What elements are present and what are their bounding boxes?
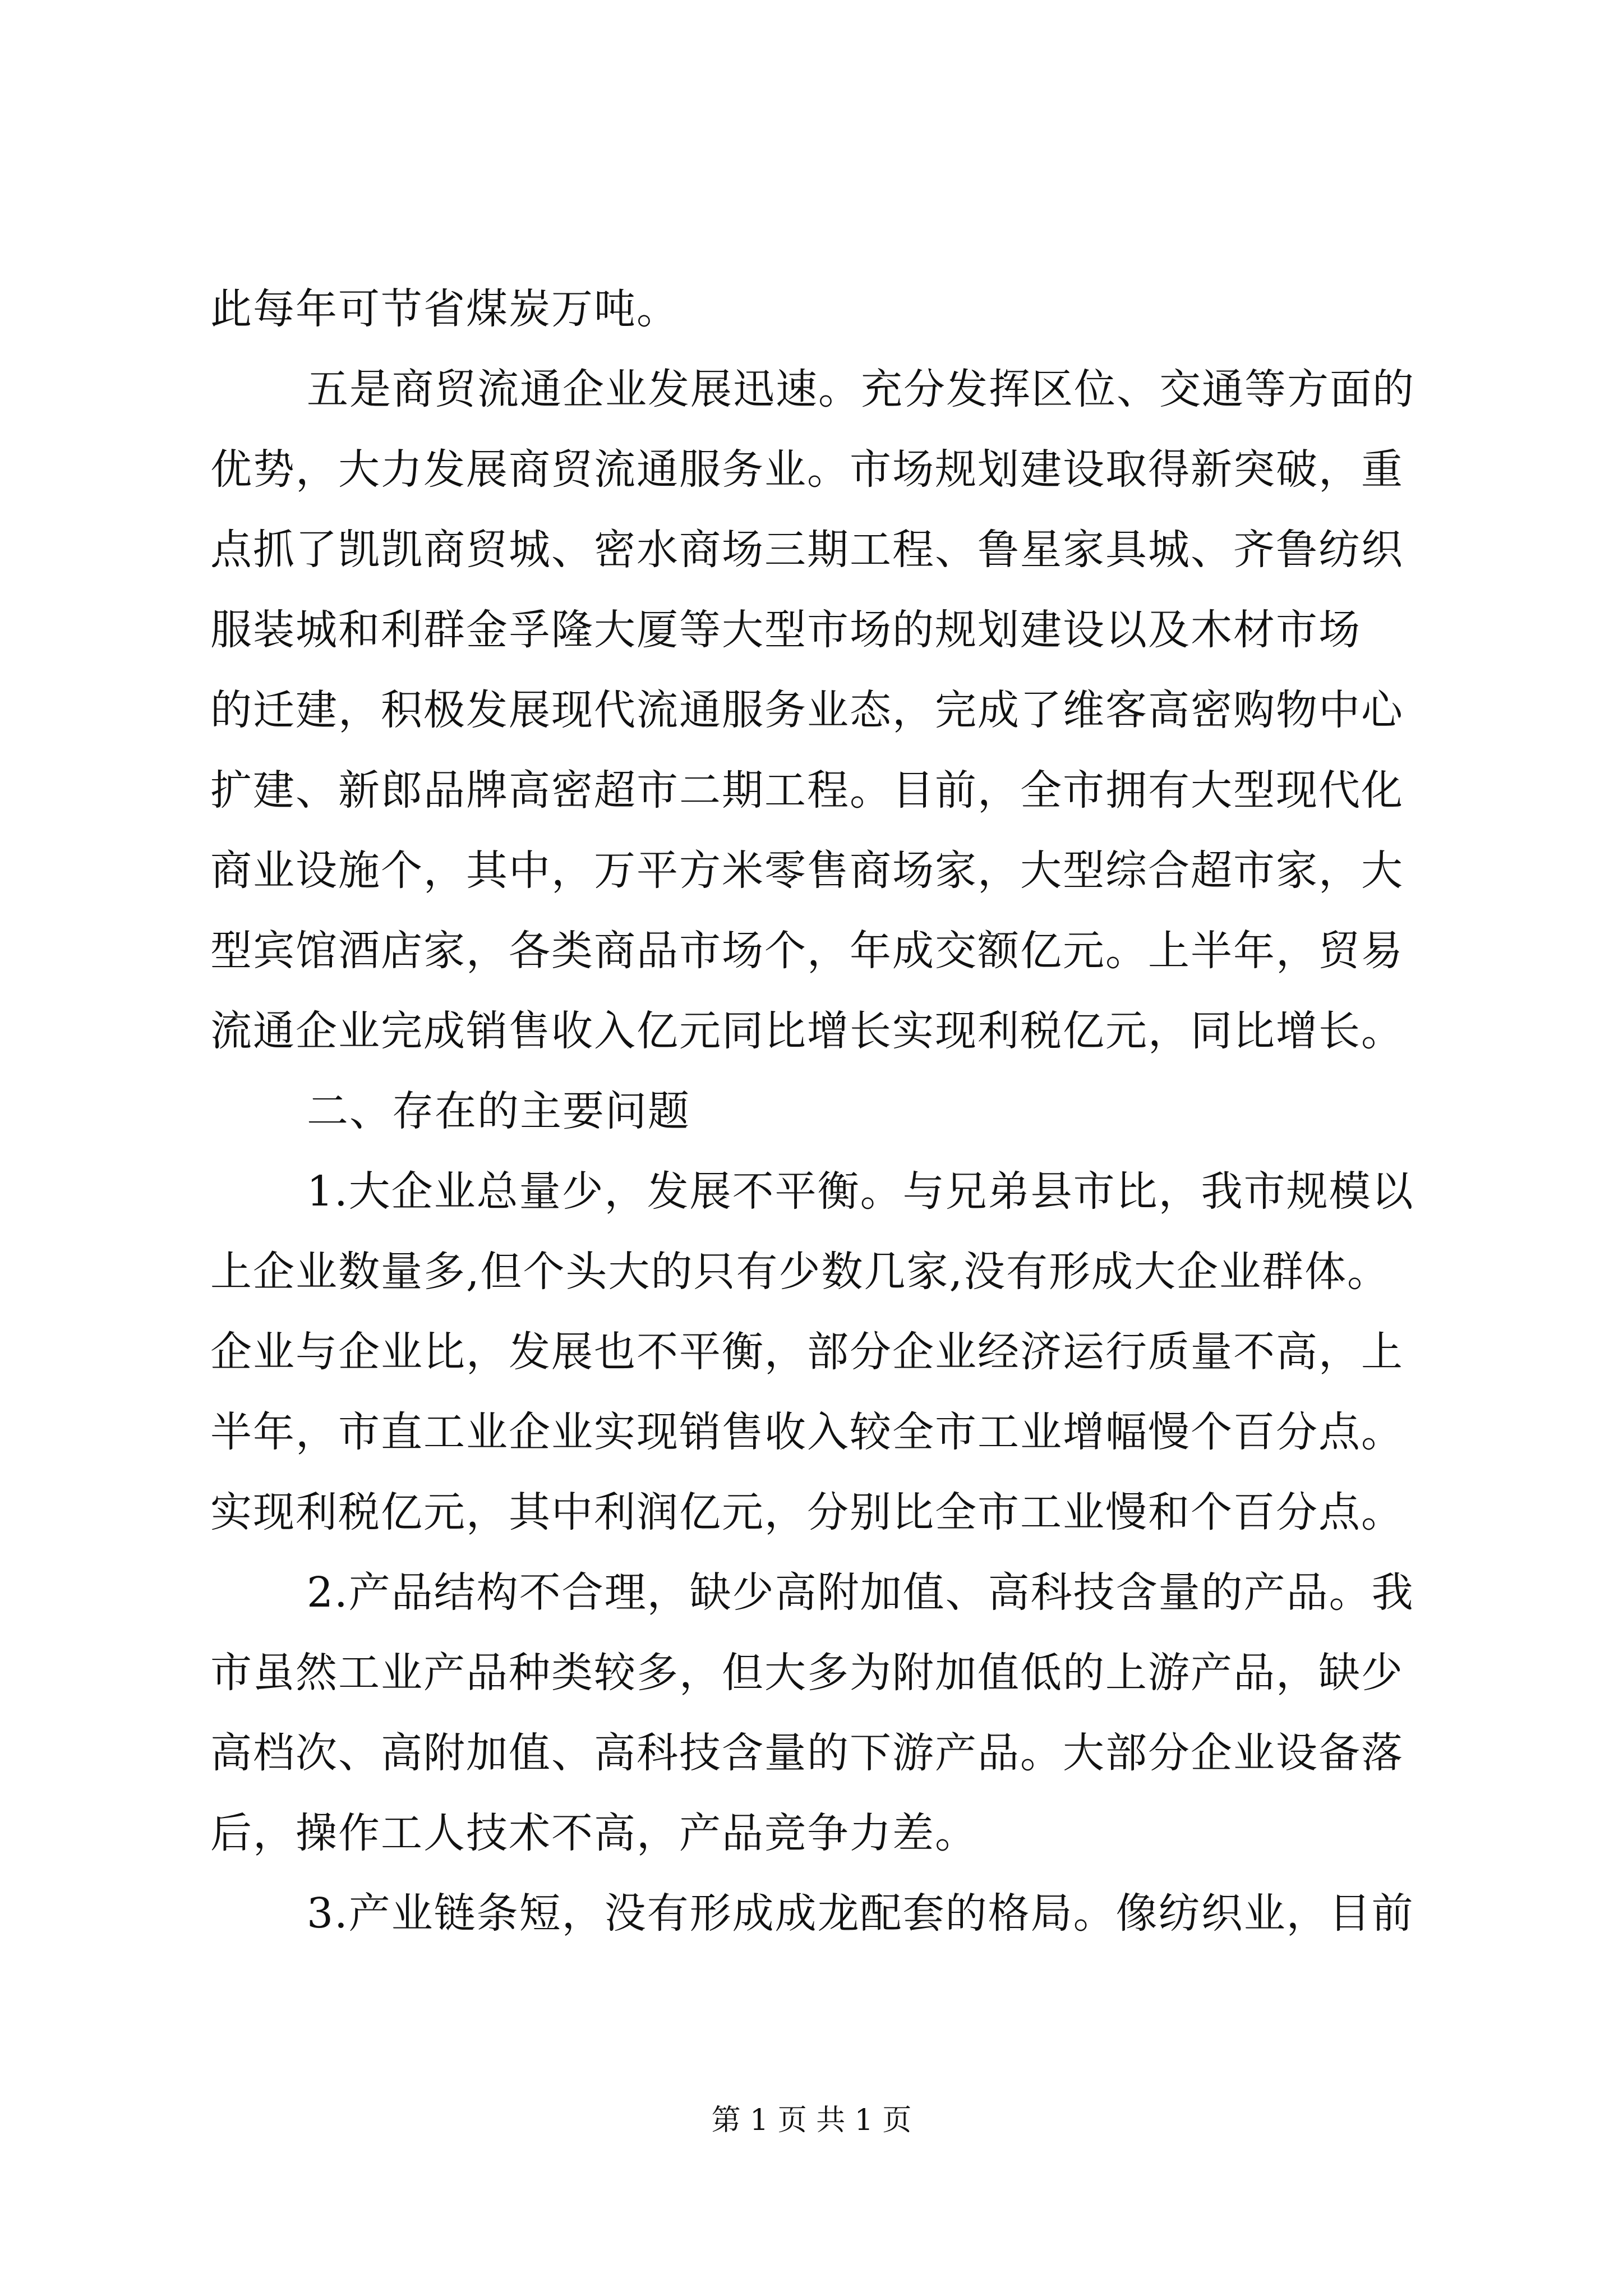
text-line: 的迁建，积极发展现代流通服务业态，完成了维客高密购物中心	[210, 686, 1404, 734]
document-body	[210, 269, 1422, 1954]
section-heading: 二、存在的主要问题	[307, 1087, 690, 1135]
text-line: 五是商贸流通企业发展迅速。充分发挥区位、交通等方面的	[307, 365, 1415, 413]
text-line: 后，操作工人技术不高，产品竞争力差。	[210, 1809, 978, 1857]
text-line: 1.大企业总量少，发展不平衡。与兄弟县市比，我市规模以	[307, 1167, 1414, 1216]
text-line: 优势，大力发展商贸流通服务业。市场规划建设取得新突破，重	[210, 445, 1404, 494]
text-line: 企业与企业比，发展也不平衡，部分企业经济运行质量不高，上	[210, 1328, 1404, 1376]
text-line: 商业设施个，其中，万平方米零售商场家，大型综合超市家，大	[210, 846, 1404, 895]
text-line: 扩建、新郎品牌高密超市二期工程。目前，全市拥有大型现代化	[210, 766, 1404, 815]
text-line: 流通企业完成销售收入亿元同比增长实现利税亿元，同比增长。	[210, 1007, 1404, 1055]
text-line: 型宾馆酒店家，各类商品市场个，年成交额亿元。上半年，贸易	[210, 927, 1404, 975]
text-line: 市虽然工业产品种类较多，但大多为附加值低的上游产品，缺少	[210, 1649, 1404, 1697]
text-line: 半年，市直工业企业实现销售收入较全市工业增幅慢个百分点。	[210, 1408, 1404, 1456]
text-line: 此每年可节省煤炭万吨。	[210, 285, 679, 333]
text-line: 实现利税亿元，其中利润亿元，分别比全市工业慢和个百分点。	[210, 1488, 1404, 1536]
text-line: 点抓了凯凯商贸城、密水商场三期工程、鲁星家具城、齐鲁纺织	[210, 526, 1404, 574]
text-line: 上企业数量多,但个头大的只有少数几家,没有形成大企业群体。	[210, 1248, 1390, 1296]
text-line: 高档次、高附加值、高科技含量的下游产品。大部分企业设备落	[210, 1729, 1404, 1777]
text-line: 服装城和利群金孚隆大厦等大型市场的规划建设以及木材市场	[210, 606, 1361, 654]
page-footer: 第 1 页 共 1 页	[711, 2104, 912, 2137]
text-line: 3.产业链条短，没有形成成龙配套的格局。像纺织业，目前	[307, 1889, 1414, 1938]
text-line: 2.产品结构不合理，缺少高附加值、高科技含量的产品。我	[307, 1568, 1414, 1617]
